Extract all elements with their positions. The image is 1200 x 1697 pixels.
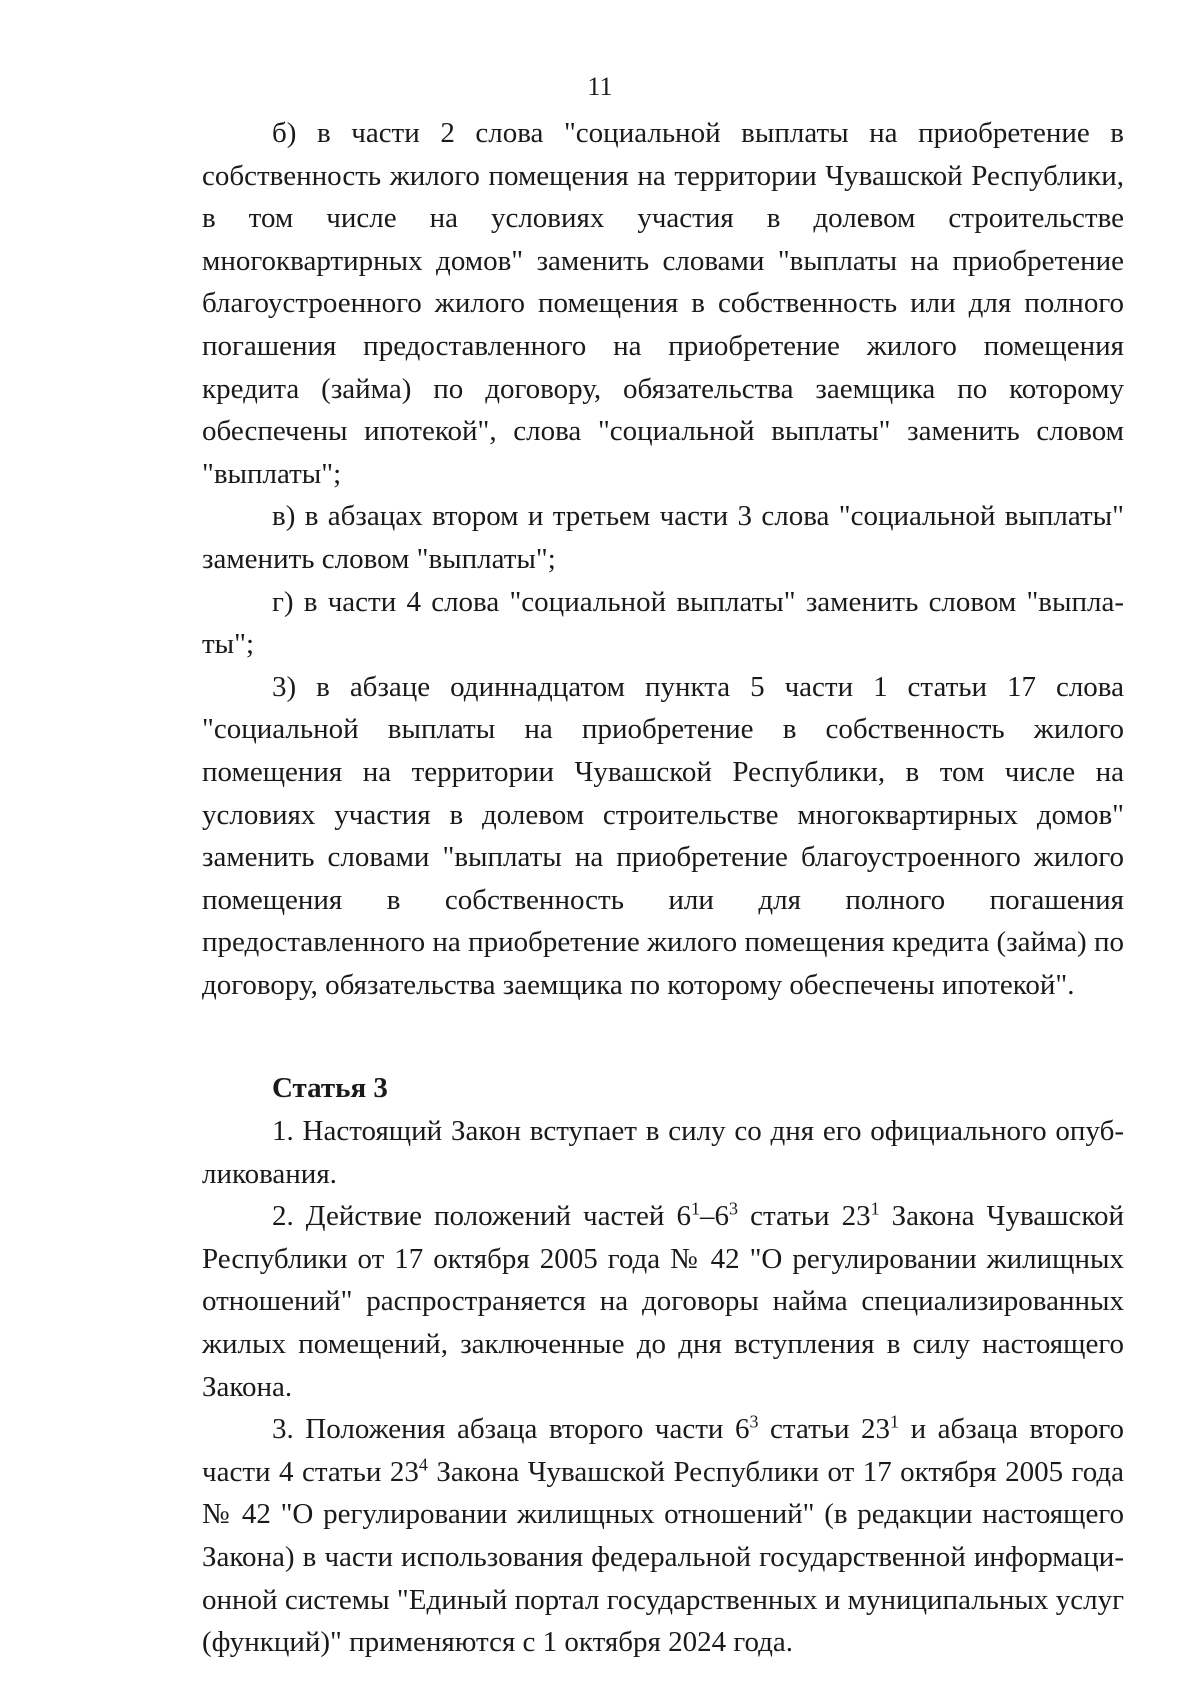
page-number: 11	[587, 72, 613, 101]
article-paragraph-3	[202, 1408, 1124, 1664]
paragraph-b: б) в части 2 слова "социальной выплаты на приобретение в собственность жилого помещения на территории Чувашской Республики, в том числе на условиях участия в долевом строительстве многоквартирных домов" заменить словами "выплаты на приобретение благоустроенного жилого помещения в собственность или для полного погашения предоставленного на приобретение жилого помещения кредита (займа) по договору, обязательства заемщика по которому обеспечены ипотекой", слова "социальной выплаты" заменить словом "выплаты";	[202, 117, 1124, 490]
superscript: 1	[870, 1198, 880, 1219]
text-segment: 2. Действие положений частей 6	[272, 1200, 692, 1233]
text-segment: Закона Чувашской Республики от 17 октября 2005 года № 42 "О регулировании жилищных отношений" распространяется на договоры найма специализированных жилых помещений, заключенные до дня вступления в силу настоящего Закона.	[202, 1200, 1124, 1403]
superscript: 3	[729, 1198, 739, 1219]
article-paragraph-1: 1. Настоящий Закон вступает в силу со дня его официального опубликования.	[202, 1115, 1124, 1190]
text-segment: 3. Положения абзаца второго части 6	[272, 1413, 750, 1446]
superscript: 1	[691, 1198, 701, 1219]
superscript: 1	[890, 1411, 900, 1432]
superscript: 3	[749, 1411, 759, 1432]
document-body	[202, 112, 1124, 1664]
article-paragraph-2	[202, 1195, 1124, 1408]
article-heading: Статья 3	[272, 1072, 388, 1105]
text-segment: статьи 23	[758, 1413, 891, 1446]
paragraph-g: г) в части 4 слова "социальной выплаты" заменить словом "выплаты";	[202, 585, 1124, 661]
text-segment: и абзаца второго части 4 статьи 23	[202, 1413, 1124, 1488]
paragraph-3: 3) в абзаце одиннадцатом пункта 5 части 1 статьи 17 слова "социальной выплаты на приобретение в собственность жилого помещения на территории Чувашской Республики, в том числе на условиях участия в долевом строительстве многоквартирных домов" заменить словами "выплаты на приобретение благоустроенного жилого помещения в собственность или для полного погашения предоставленного на приобретение жилого помещения кредита (займа) по договору, обязательства заемщика по которому обеспечены ипотекой".	[202, 670, 1124, 1001]
text-segment: –6	[700, 1200, 730, 1233]
text-segment: Закона Чувашской Республики от 17 октября 2005 года № 42 "О регулировании жилищных отношений" (в редакции настоящего Закона) в части использования федеральной государственной информационной системы "Единый портал государственных и муниципальных услуг (функций)" применяются с 1 октября 2024 года.	[202, 1455, 1124, 1659]
text-segment: статьи 23	[738, 1200, 871, 1233]
superscript: 4	[418, 1454, 428, 1475]
paragraph-v: в) в абзацах втором и третьем части 3 слова "социальной выплаты" заменить словом "выплаты";	[202, 500, 1124, 575]
